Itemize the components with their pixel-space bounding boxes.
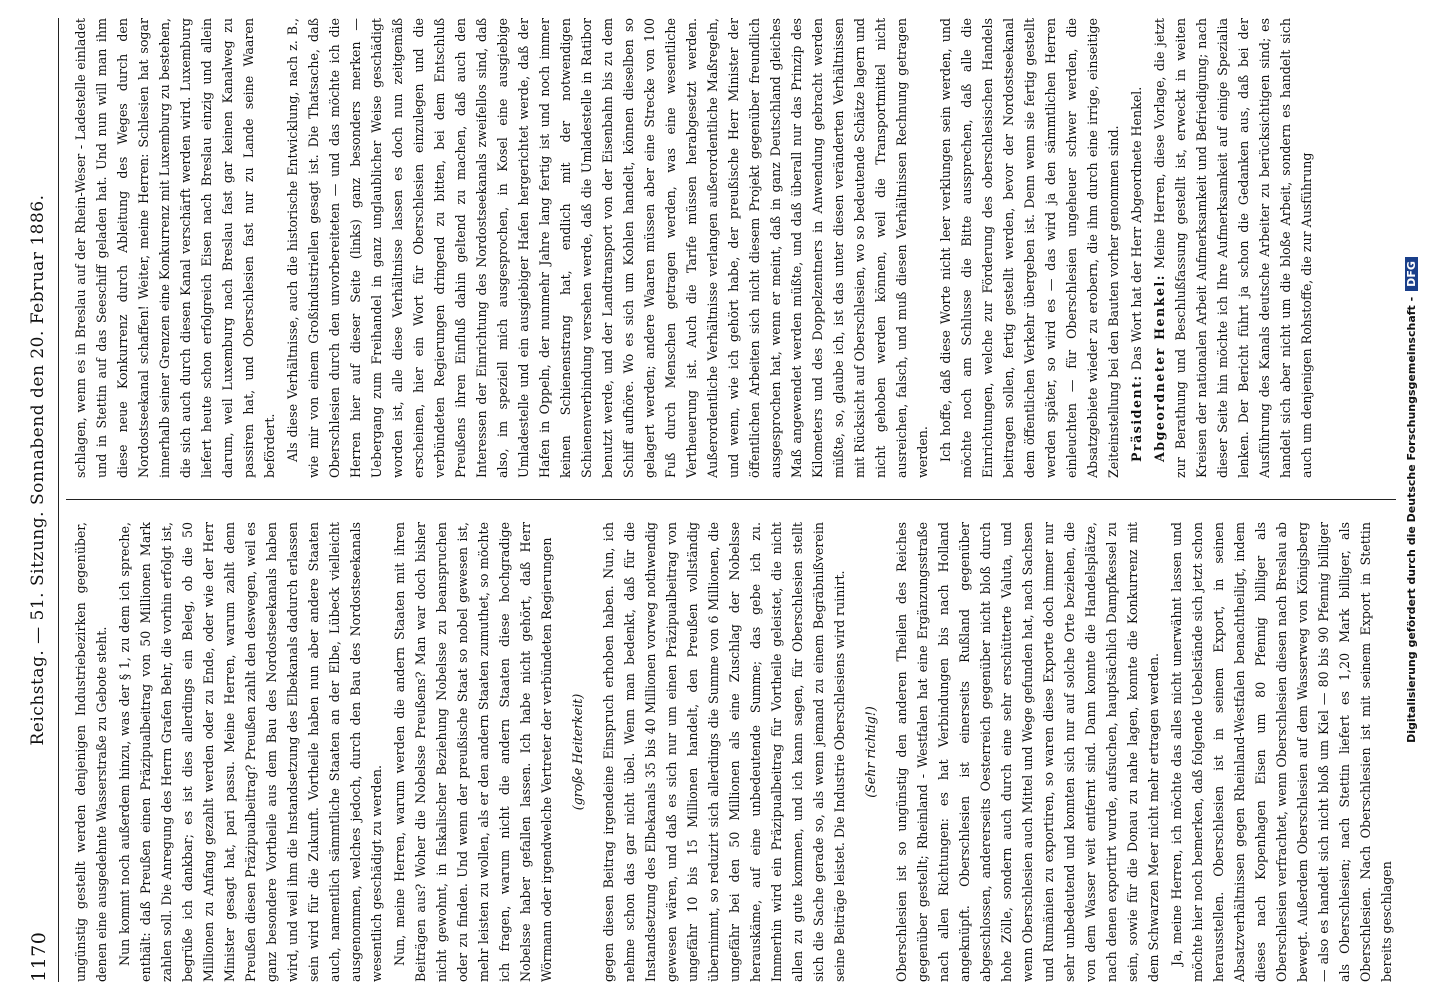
body-paragraph: Als diese Verhältnisse, auch die historische Entwicklung, nach z. B., wie mir von einem Großindustriellen gesagt ist. Die Thatsache, daß Oberschlesien durch den unvorbereiteten — und das möchte ich die Herren hier auf dieser Seite (links) ganz besonders merken — Uebergang zum Freihandel in ganz unglaublicher Weise geschädigt worden ist, alle diese Verhältnisse lassen es doch nun zeitgemäß erscheinen, hier ein Wort für Oberschlesien einzulegen und die verbündeten Regierungen dringend zu bitten, bei dem Entschluß Preußens ihren Einfluß dahin geltend zu machen, daß auch den Interessen der Einrichtung des Nordostseekanals zweifellos sind, daß also, im speziell mich ausgesprochen, in Kosel eine ausgiebige Umladestelle und ein ausgiebiger Hafen hergerichtet werde, daß der Hafen in Oppeln, der nunmehr Jahre lang fertig ist und noch immer keinen Schienenstrang hat, endlich mit der notwendigen Schienenverbindung versehen werde, daß die Umladestelle in Ratibor benutzt werde, und der Landtransport von der Eisenbahn bis zu dem Schiff aufhöre. Wo es sich um Kohlen handelt, können dieselben so gelagert werden; andere Waaren müssen aber eine Strecke von 100 Fuß durch Menschen getragen werden, was eine wesentliche Vertheuerung ist. Auch die Tarife müssen herabgesetzt werden. Außerordentliche Verhältnisse verlangen außerordentliche Maßregeln, und wenn, wie ich gehört habe, der preußische Herr Minister der öffentlichen Arbeiten sich nicht diesem Projekt gegenüber freundlich ausgesprochen hat, wenn er meint, daß in ganz Deutschland gleiches Maß angewendet werden müßte, und daß überall nur das Prinzip des Kilometers und des Doppelzentners in Anwendung gebracht werden müßte, so, glaube ich, ist das unter diesen veränderten Verhältnissen mit Rücksicht auf Oberschlesien, wo so bedeutende Schätze lagern und nicht gehoben werden können, weil die Transportmittel nicht ausreichen, falsch, und muß diesen Verhältnissen Rechnung getragen werden. <box>285 18 930 478</box>
speaker-text: Das Wort hat der Herr Abgeordnete Henkel. <box>1129 86 1144 371</box>
body-paragraph: Nun kommt noch außerdem hinzu, was der § 1, zu dem ich spreche, enthält: daß Preußen einen Präzipualbeitrag von 50 Millionen Mark zahlen soll. Die Anregung des Herrn Grafen Behr, die vorhin erfolgt ist, begrüße ich dankbar; es ist dies allerdings ein Beleg, ob die 50 Millionen zu Anfang gezahlt werden oder zu Ende, oder wie der Herr Minister gesagt hat, pari passu. Meine Herren, warum zahlt denn Preußen diesen Präzipualbeitrag? Preußen zahlt den deswegen, weil es ganz besondere Vortheile aus dem Bau des Nordostseekanals haben wird, und weil ihm die Instandsetzung des Elbekanals dadurch erlassen sein wird für die Zukunft. Vortheile haben nun aber andere Staaten auch, namentlich sämmtliche Staaten an der Elbe, Lübeck vielleicht ausgenommen, welches jedoch, durch den Bau des Nordostseekanals wesentlich geschädigt zu werden. <box>117 522 384 982</box>
running-title: Reichstag. — 51. Sitzung. Sonnabend den 20. Februar 1886. <box>28 194 48 746</box>
page-number: 1170 <box>28 931 50 982</box>
column-divider <box>66 499 1396 500</box>
credit-text: Digitalisierung gefördert durch die Deutsche Forschungsgemeinschaft - <box>1405 296 1418 743</box>
body-paragraph: Ich hoffe, daß diese Worte nicht leer verklungen sein werden, und möchte noch am Schlusse die Bitte aussprechen, daß alle die Einrichtungen, welche zur Förderung des oberschlesischen Handels beitragen sollen, fertig gestellt werden, bevor der Nordostseekanal dem öffentlichen Verkehr übergeben ist. Denn wenn sie fertig gestellt werden später, so wird es — das wird ja den sämmtlichen Herren einleuchten — für Oberschlesien ungeheuer schwer werden, die Absatzgebiete wieder zu erobern, die ihm durch eine irrige, einseitige Zeiteinstellung bei den Bauten vorher genommen sind. <box>938 18 1121 478</box>
body-paragraph: ungünstig gestellt werden denjenigen Industriebezirken gegenüber, denen eine ausgedehnte Wasserstraße zu Gebote steht. <box>73 522 109 982</box>
speaker-paragraph <box>1126 18 1147 478</box>
speaker-label: Abgeordneter Henkel: <box>1152 274 1167 462</box>
body-paragraph: gegen diesen Beitrag irgendeine Einspruch erhoben haben. Nun, ich nehme schon das gar nicht übel. Wenn man bedenkt, daß für die Instandsetzung des Elbekanals 35 bis 40 Millionen vorweg nothwendig gewesen wären, und daß es sich nur um einen Präzipualbeitrag von ungefähr 10 bis 15 Millionen handelt, den Preußen vollständig übernimmt, so reduzirt sich allerdings die Summe von 6 Millionen, die ungefähr bei den 50 Millionen als eine Zuschlag der Nobelsse herauskäme, auf eine unbedeutende Summe; das gebe ich zu. Immerhin wird ein Präzipualbeitrag für Vortheile geleistet, die nicht allen zu gute kommen, und ich kann sagen, für Oberschlesien stellt sich die Sache gerade so, als wenn jemand zu einem Begräbnißverein seine Beiträge leistet. Die Industrie Oberschlesiens wird ruinirt. <box>601 522 847 982</box>
speaker-paragraph <box>1149 18 1317 478</box>
text-column-left <box>70 522 1400 982</box>
speaker-text: Meine Herren, diese Vorlage, die jetzt zur Berathung und Beschlußfassung gestellt ist, erweckt in weiten Kreisen der nationalen Arbeit Aufmerksamkeit und Befriedigung; nach dieser Seite hin möchte ich Ihre Aufmerksamkeit auf einige Spezialia lenken. Der Bericht führt ja schon die Gedanken aus, daß bei der Ausführung des Kanals deutsche Arbeiter zu berücksichtigen sind; es handelt sich aber nicht um die bloße Arbeit, sondern es handelt sich auch um denjenigen Rohstoffe, die zur Ausführung <box>1152 18 1314 478</box>
body-paragraph: Nun, meine Herren, warum werden die andern Staaten mit ihren Beiträgen aus? Woher die Nobelsse Preußens? Man war doch bisher nicht gewohnt, in fiskalischer Beziehung Nobelsse zu beanspruchen oder zu finden. Und wenn der preußische Staat so nobel gewesen ist, mehr leisten zu wollen, als er den andern Staaten zumuthet, so möchte ich fragen, warum nicht die andern Staaten diese hochgradige Nobelsse haber gefallen lassen. Ich habe nicht gehört, daß Herr Wörmann oder irgendwelche Vertreter der verbündeten Regierungen <box>392 522 554 982</box>
body-paragraph: Oberschlesien ist so ungünstig den anderen Theilen des Reiches gegenüber gestellt; Rheinland - Westfalen hat eine Ergänzungsstraße nach allen Richtungen: es hat Verbindungen bis nach Holland angeknüpft. Oberschlesien ist einerseits Rußland gegenüber abgeschlossen, andererseits Oesterreich gegenüber nicht bloß durch hohe Zölle, sondern auch durch eine sehr erschütterte Valuta, und wenn Oberschlesien auch Mittel und Wege gefunden hat, nach Sachsen und Rumänien zu exportiren, so waren diese Exporte doch immer nur sehr unbedeutend und konnten sich nur auf solche Orte beziehen, die von dem Wasser weit entfernt sind. Dann konnte die Handelsplätze, nach denen exportirt wurde, aufsuchen, hauptsächlich Dampfkessel zu sein, sowie für die Donau zu nahe lagen, konnte die Konkurrenz mit dem Schwarzen Meer nicht mehr ertragen werden. <box>894 522 1161 982</box>
digitization-credit <box>1405 20 1418 980</box>
dfg-logo: DFG <box>1405 257 1418 291</box>
speaker-label: Präsident: <box>1129 374 1144 462</box>
interjection: (Sehr richtig!) <box>863 706 878 798</box>
page-header <box>20 18 60 982</box>
body-paragraph: Ja, meine Herren, ich möchte das alles nicht unerwähnt lassen und möchte hier noch bemerken, daß folgende Uebelstände sich jetzt schon herausstellen. Oberschlesien ist in seinem Export, in seinen Absatzverhältnissen gegen Rheinland-Westfalen benachtheiligt, indem dieses nach Kopenhagen Eisen um 80 Pfennig billiger als Oberschlesien verfrachtet, wenn Oberschlesien diesen nach Breslau ab bewegt. Außerdem Oberschlesien auf dem Wasserweg von Königsberg — also es handelt sich nicht bloß um Kiel — 80 bis 90 Pfennig billiger als Oberschlesien; nach Stettin liefert es 1,20 Mark billiger, als Oberschlesien. Nach Oberschlesien ist mit seinem Export in Stettin bereits geschlagen <box>1169 522 1394 982</box>
interjection: (große Heiterkeit) <box>570 693 585 811</box>
body-paragraph: schlagen, wenn es in Breslau auf der Rhein-Weser - Ladestelle einladet und in Stettin auf das Seeschiff geladen hat. Und nun will man ihm diese neue Konkurrenz durch Ableitung des Weges durch den Nordostseekanal schaffen! Weiter, meine Herren: Schlesien hat sogar innerhalb seiner Grenzen eine Konkurrenz mit Luxemburg zu bestehen, die sich auch durch diesen Kanal verschärft werden wird. Luxemburg liefert heute schon erfolgreich Eisen nach Breslau einzig und allein darum, weil Luxemburg nach Breslau fast gar keinen Kanalweg zu passiren hat, und Oberschlesien fast nur zu Lande seine Waaren befördert. <box>73 18 277 478</box>
header-rule <box>58 18 59 982</box>
text-column-right <box>70 18 1400 478</box>
